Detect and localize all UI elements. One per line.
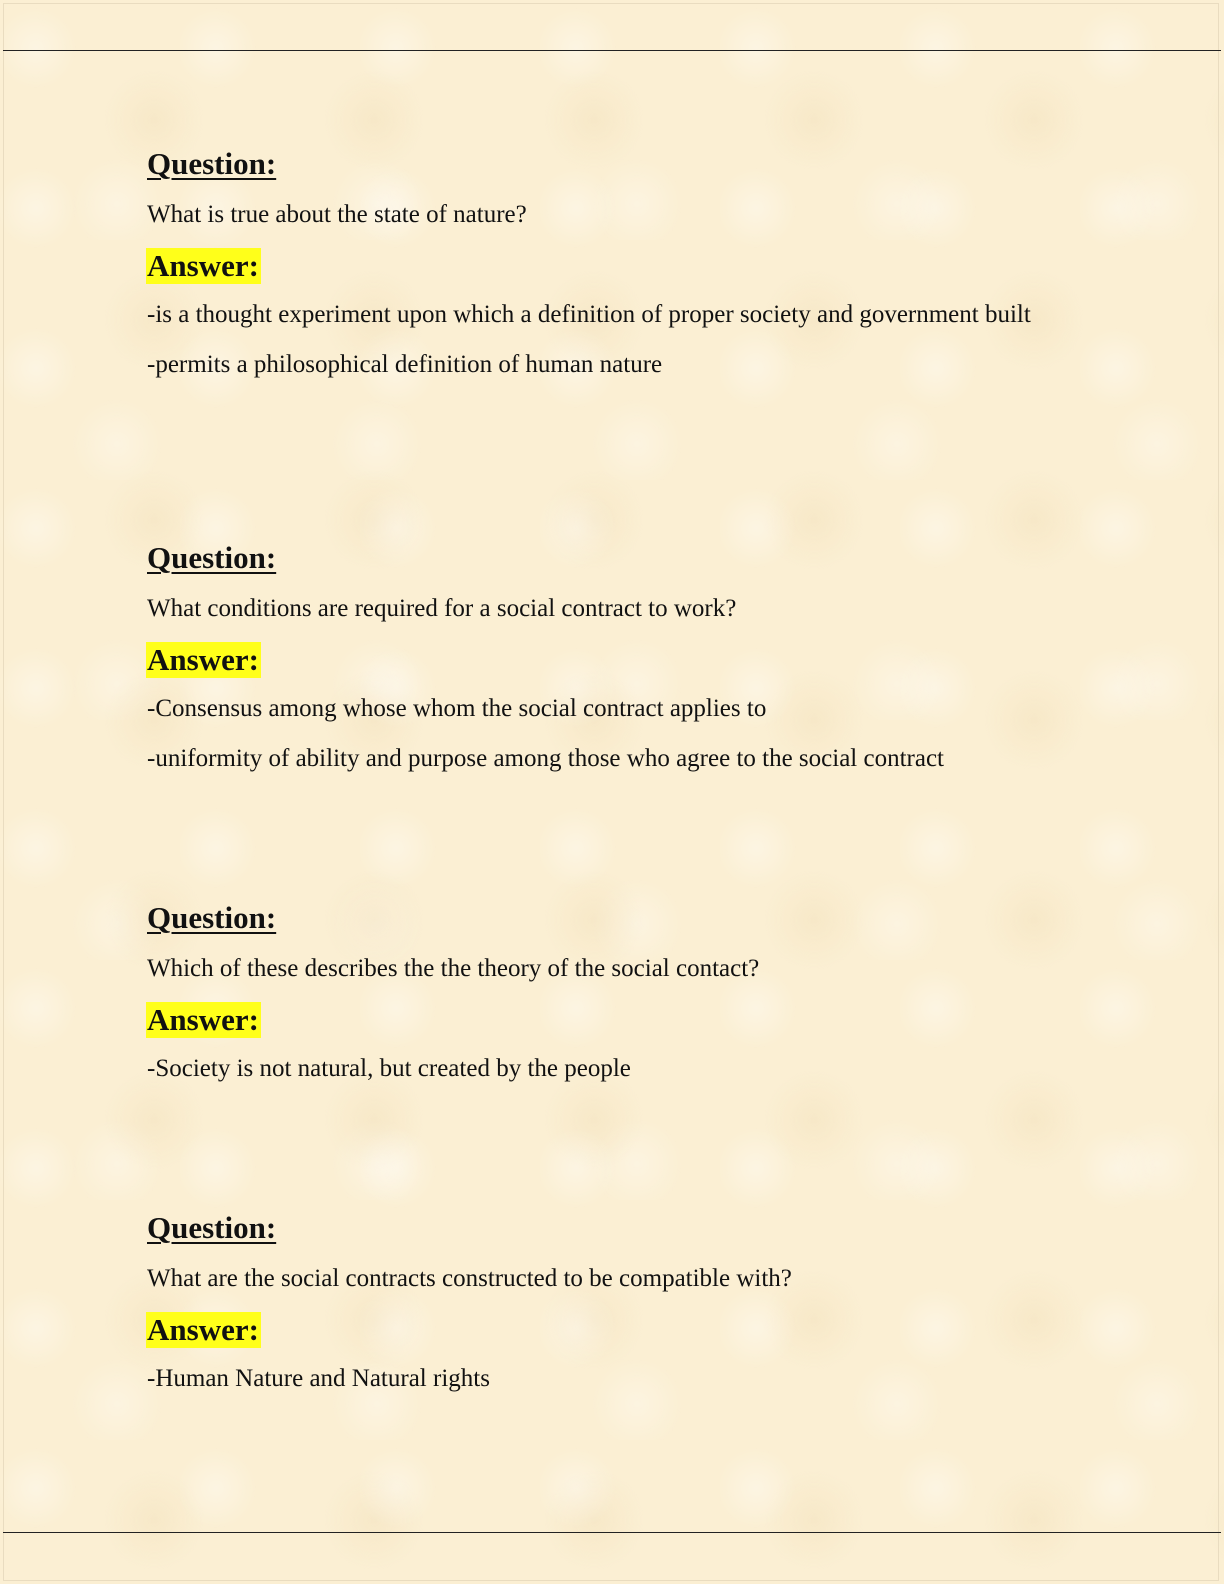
answer-line: -Human Nature and Natural rights bbox=[147, 1365, 490, 1392]
question-label: Question: bbox=[147, 540, 277, 575]
answer-line: -uniformity of ability and purpose among those who agree to the social contract bbox=[147, 745, 944, 772]
answer-list bbox=[147, 298, 1087, 382]
question-text: Which of these describes the the theory of the social contact? bbox=[147, 955, 760, 982]
qa-block bbox=[147, 146, 1087, 398]
question-label: Question: bbox=[147, 1210, 277, 1245]
answer-line: -permits a philosophical definition of human nature bbox=[147, 351, 663, 378]
answer-line: -Society is not natural, but created by the people bbox=[147, 1055, 631, 1082]
question-label: Question: bbox=[147, 146, 277, 181]
question-text: What conditions are required for a social contract to work? bbox=[147, 595, 737, 622]
answer-list bbox=[147, 1362, 1087, 1396]
qa-block bbox=[147, 1210, 1087, 1412]
answer-label: Answer: bbox=[147, 248, 259, 283]
answer-line: -Consensus among whose whom the social contract applies to bbox=[147, 695, 767, 722]
answer-label: Answer: bbox=[147, 1312, 259, 1347]
answer-label: Answer: bbox=[147, 642, 259, 677]
qa-block bbox=[147, 540, 1087, 792]
answer-list bbox=[147, 1052, 1087, 1086]
footer-rule bbox=[3, 1532, 1221, 1533]
answer-line: -is a thought experiment upon which a definition of proper society and government built bbox=[147, 301, 1031, 328]
answer-label: Answer: bbox=[147, 1002, 259, 1037]
answer-list bbox=[147, 692, 1087, 776]
question-text: What are the social contracts constructed to be compatible with? bbox=[147, 1265, 792, 1292]
qa-block bbox=[147, 900, 1087, 1102]
header-rule bbox=[3, 50, 1221, 51]
question-text: What is true about the state of nature? bbox=[147, 201, 527, 228]
question-label: Question: bbox=[147, 900, 277, 935]
